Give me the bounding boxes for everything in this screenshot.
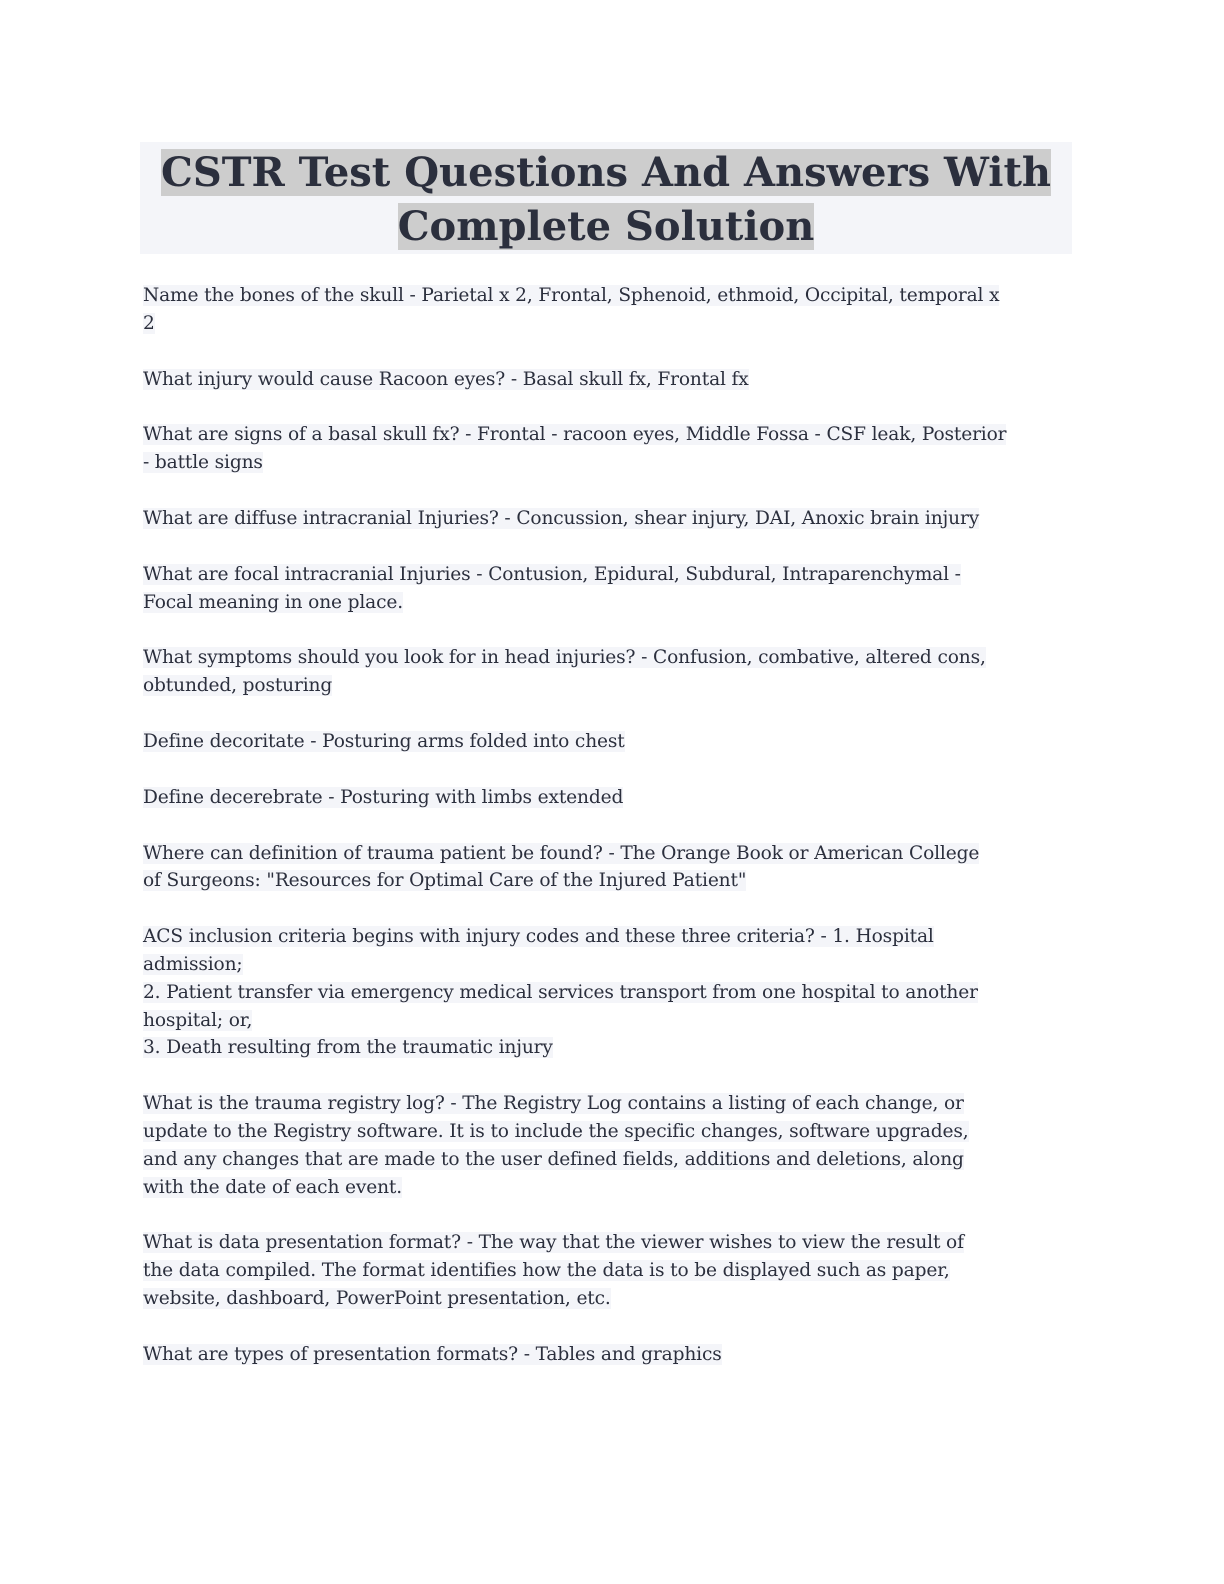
qa-item <box>143 1341 1073 1369</box>
qa-item <box>143 366 1073 394</box>
document-title <box>140 142 1072 254</box>
qa-item <box>143 561 1073 617</box>
qa-line: 2 <box>143 312 155 334</box>
qa-line: and any changes that are made to the user defined fields, additions and deletions, along <box>143 1148 964 1170</box>
qa-line: obtunded, posturing <box>143 675 333 697</box>
qa-line: What are types of presentation formats? - Tables and graphics <box>143 1343 722 1365</box>
qa-line: What are signs of a basal skull fx? - Frontal - racoon eyes, Middle Fossa - CSF leak, Posterior <box>143 424 1007 446</box>
qa-line: What are diffuse intracranial Injuries? - Concussion, shear injury, DAI, Anoxic brain injury <box>143 507 980 529</box>
title-block <box>140 142 1072 254</box>
qa-line: 2. Patient transfer via emergency medical services transport from one hospital to another <box>143 981 978 1003</box>
qa-item <box>143 1090 1073 1201</box>
qa-item <box>143 1229 1073 1312</box>
qa-line: Where can definition of trauma patient be found? - The Orange Book or American College <box>143 842 980 864</box>
qa-line: with the date of each event. <box>143 1176 402 1198</box>
qa-line: website, dashboard, PowerPoint presentation, etc. <box>143 1287 611 1309</box>
qa-item <box>143 840 1073 896</box>
qa-line: Name the bones of the skull - Parietal x 2, Frontal, Sphenoid, ethmoid, Occipital, temporal x <box>143 285 1000 306</box>
qa-item <box>143 505 1073 533</box>
qa-line: hospital; or, <box>143 1009 253 1031</box>
title-line-1: CSTR Test Questions And Answers With <box>161 149 1051 196</box>
qa-line: What symptoms should you look for in head injuries? - Confusion, combative, altered cons, <box>143 647 986 669</box>
qa-line: 3. Death resulting from the traumatic injury <box>143 1037 553 1059</box>
qa-item <box>143 728 1073 756</box>
qa-line: Focal meaning in one place. <box>143 591 403 613</box>
qa-list <box>143 282 1073 1397</box>
qa-item <box>143 421 1073 477</box>
qa-item <box>143 644 1073 700</box>
qa-item <box>143 784 1073 812</box>
qa-item <box>143 282 1073 338</box>
qa-line: What is the trauma registry log? - The Registry Log contains a listing of each change, or <box>143 1093 964 1115</box>
qa-line: the data compiled. The format identifies how the data is to be displayed such as paper, <box>143 1260 950 1282</box>
qa-line: of Surgeons: "Resources for Optimal Care of the Injured Patient" <box>143 870 747 892</box>
title-line-2: Complete Solution <box>397 203 815 250</box>
qa-line: admission; <box>143 953 243 975</box>
qa-line: What is data presentation format? - The way that the viewer wishes to view the result of <box>143 1232 964 1254</box>
qa-line: Define decerebrate - Posturing with limbs extended <box>143 786 624 808</box>
qa-line: ACS inclusion criteria begins with injury codes and these three criteria? - 1. Hospital <box>143 926 934 948</box>
qa-line: What are focal intracranial Injuries - Contusion, Epidural, Subdural, Intraparenchymal - <box>143 563 961 585</box>
qa-line: Define decoritate - Posturing arms folded into chest <box>143 730 625 752</box>
qa-line: What injury would cause Racoon eyes? - Basal skull fx, Frontal fx <box>143 368 749 390</box>
qa-line: update to the Registry software. It is to include the specific changes, software upgrades, <box>143 1120 969 1142</box>
qa-item <box>143 923 1073 1062</box>
qa-line: - battle signs <box>143 452 263 474</box>
